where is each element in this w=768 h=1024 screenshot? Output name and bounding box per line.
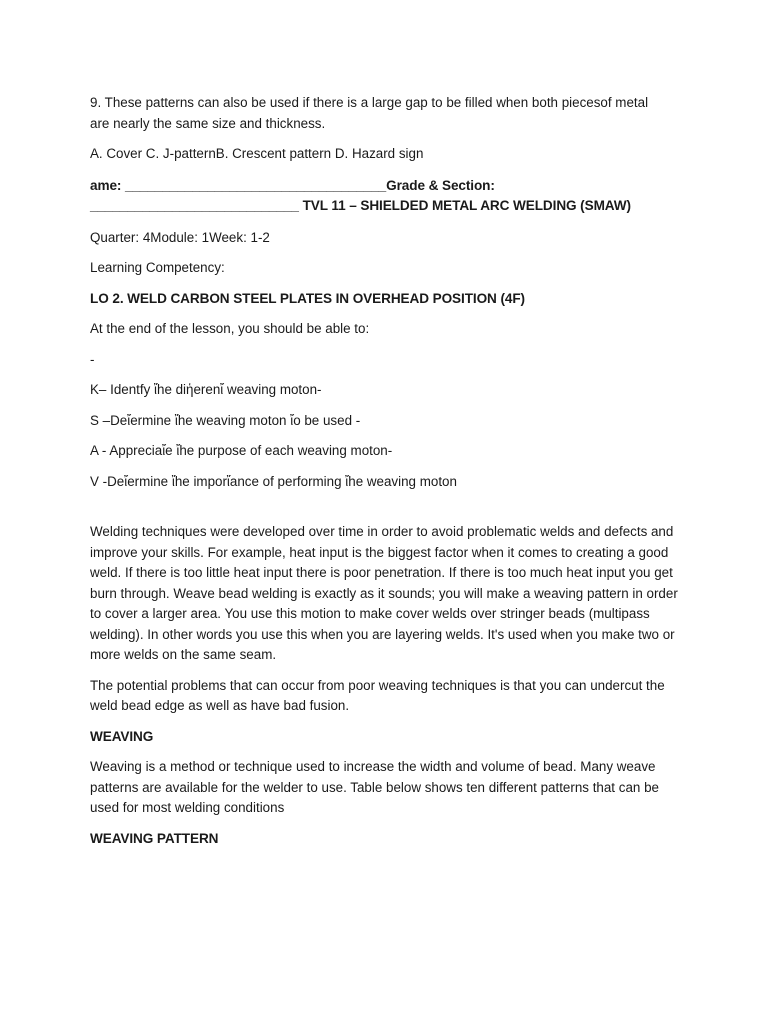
objective-knowledge: K– Identfy ἴhe diἡerenἴ weaving moton-: [90, 382, 322, 397]
question-line-2: are nearly the same size and thickness.: [90, 115, 326, 131]
body-paragraph-2: The potential problems that can occur from poor weaving techniques is that you can undercut the weld bead edge as well as have bad fusion.: [90, 677, 665, 713]
objective-skill: S –Deἴermine ἴhe weaving moton ἴo be used -: [90, 412, 361, 428]
quarter-info: Quarter: 4Module: 1Week: 1-2: [90, 229, 270, 245]
document-page: [90, 93, 690, 849]
question-line-1: 9. These patterns can also be used if there is a large gap to be filled when both piecesof metal: [90, 95, 649, 110]
lo-heading: LO 2. WELD CARBON STEEL PLATES IN OVERHEAD POSITION (4F): [90, 290, 525, 306]
weaving-heading: WEAVING: [90, 728, 154, 744]
question-options: A. Cover C. J-patternB. Crescent pattern D. Hazard sign: [90, 146, 424, 161]
name-grade-line: ame: ___________________________________Grade & Section:: [90, 177, 495, 193]
body-paragraph-1: Welding techniques were developed over time in order to avoid problematic welds and defects and improve your skills. For example, heat input is the biggest factor when it comes to creating a good weld. If there is too little heat input there is poor penetration. If there is too much heat input you get burn through. Weave bead welding is exactly as it sounds; you will make a weaving pattern in order to cover a larger area. You use this motion to make cover welds over stringer beads (multipass welding). In other words you use this when you are layering welds. It's used when you make two or more welds on the same seam.: [90, 524, 678, 662]
objective-attitude: A - Appreciaἴe ἴhe purpose of each weaving moton-: [90, 443, 393, 458]
body-paragraph-3: Weaving is a method or technique used to increase the width and volume of bead. Many weave patterns are available for the welder to use. Table below shows ten different patterns that can be used for most welding conditions: [90, 759, 659, 815]
objectives-intro: At the end of the lesson, you should be able to:: [90, 321, 370, 336]
objective-value: V -Deἴermine ἴhe imporἴance of performing ἴhe weaving moton: [90, 473, 457, 489]
objectives-dash: -: [90, 351, 95, 367]
subject-title-line: ____________________________ TVL 11 – SHIELDED METAL ARC WELDING (SMAW): [90, 198, 631, 213]
learning-competency-label: Learning Competency:: [90, 260, 225, 275]
weaving-pattern-heading: WEAVING PATTERN: [90, 830, 219, 846]
